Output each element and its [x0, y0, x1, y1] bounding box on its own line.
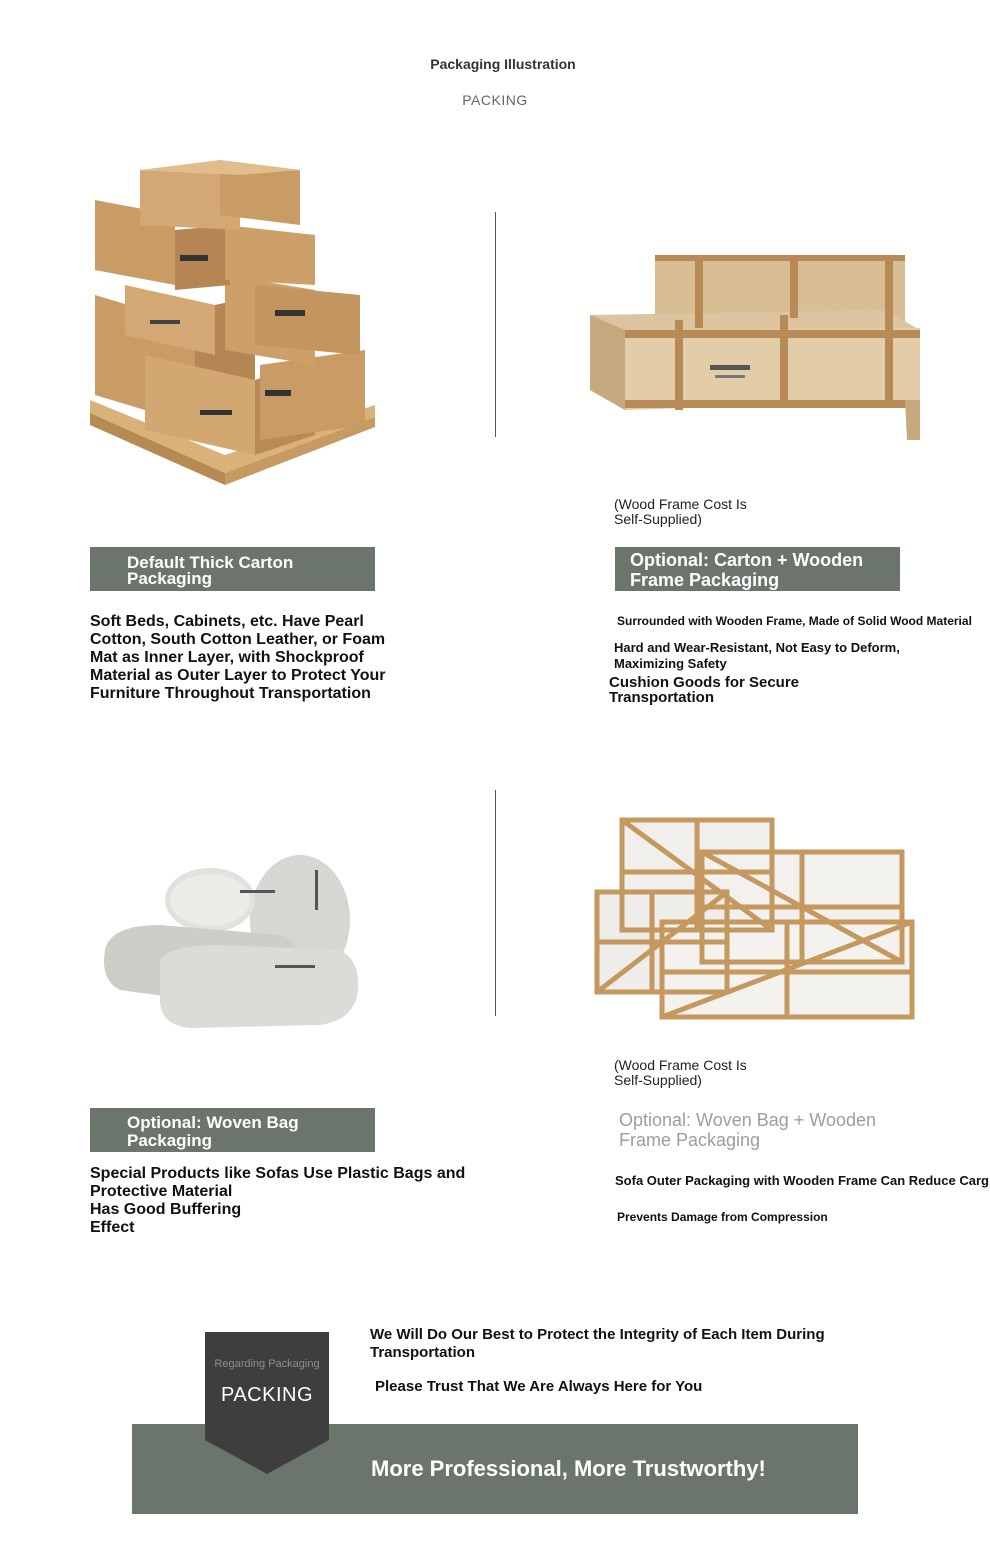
woven-description-line-2: Has Good Buffering — [90, 1201, 242, 1218]
divider-top — [495, 212, 496, 437]
woven-wood-tag-label: Optional: Woven Bag + Wooden Frame Packaging — [619, 1110, 877, 1150]
footer-message-1: We Will Do Our Best to Protect the Integrity of Each Item During Transportation — [370, 1326, 825, 1361]
woven-bag-tag-label: Optional: Woven Bag Packaging — [127, 1113, 299, 1150]
woven-wood-tag — [619, 1110, 899, 1154]
badge-title: PACKING — [220, 1384, 314, 1406]
carton-packaging-tag — [90, 547, 375, 591]
cost-note — [614, 497, 814, 527]
footer-banner-text: More Professional, More Trustworthy! — [371, 1456, 766, 1481]
page-title: Packaging Illustration — [430, 56, 576, 72]
cost-note-2-line-1: (Wood Frame Cost Is — [614, 1057, 747, 1073]
woven-bag-tag — [90, 1108, 375, 1152]
carton-packaging-tag-label: Default Thick Carton Packaging — [127, 553, 294, 588]
carton-wood-detail-3: Cushion Goods for Secure Transportation — [609, 674, 800, 706]
carton-description: Soft Beds, Cabinets, etc. Have Pearl Cotton, South Cotton Leather, or Foam Mat as Inner Layer, with Shockproof Material as Outer Layer to Protect Your Furniture Throughout Transportation — [90, 613, 386, 702]
woven-description-line-1: Special Products like Sofas Use Plastic Bags and Protective Material — [90, 1165, 466, 1200]
crated-carton-image — [585, 250, 925, 445]
woven-bag-bundles-image — [100, 850, 365, 1030]
woven-wood-detail-2: Prevents Damage from Compression — [617, 1210, 828, 1224]
carton-wood-detail-1: Surrounded with Wooden Frame, Made of Solid Wood Material — [617, 614, 972, 628]
cost-note-2-line-2: Self-Supplied) — [614, 1072, 702, 1088]
cost-note-line-1: (Wood Frame Cost Is — [614, 496, 747, 512]
crated-sofa-image — [592, 812, 917, 1024]
carton-wood-tag — [615, 547, 900, 591]
cost-note-2 — [614, 1058, 814, 1088]
woven-description — [90, 1165, 480, 1237]
carton-wood-tag-label: Optional: Carton + Wooden Frame Packaging — [630, 550, 864, 590]
footer-message-2: Please Trust That We Are Always Here for You — [375, 1378, 703, 1395]
cardboard-boxes-on-pallet-image — [85, 155, 380, 490]
woven-wood-detail-1: Sofa Outer Packaging with Wooden Frame Can Reduce Carg — [615, 1173, 989, 1188]
badge-caption: Regarding Packaging — [214, 1358, 320, 1370]
page-subtitle: PACKING — [462, 92, 528, 108]
carton-wood-detail-2: Hard and Wear-Resistant, Not Easy to Deform, Maximizing Safety — [614, 640, 900, 671]
cost-note-line-2: Self-Supplied) — [614, 511, 702, 527]
divider-middle — [495, 790, 496, 1016]
woven-description-line-3: Effect — [90, 1219, 135, 1236]
